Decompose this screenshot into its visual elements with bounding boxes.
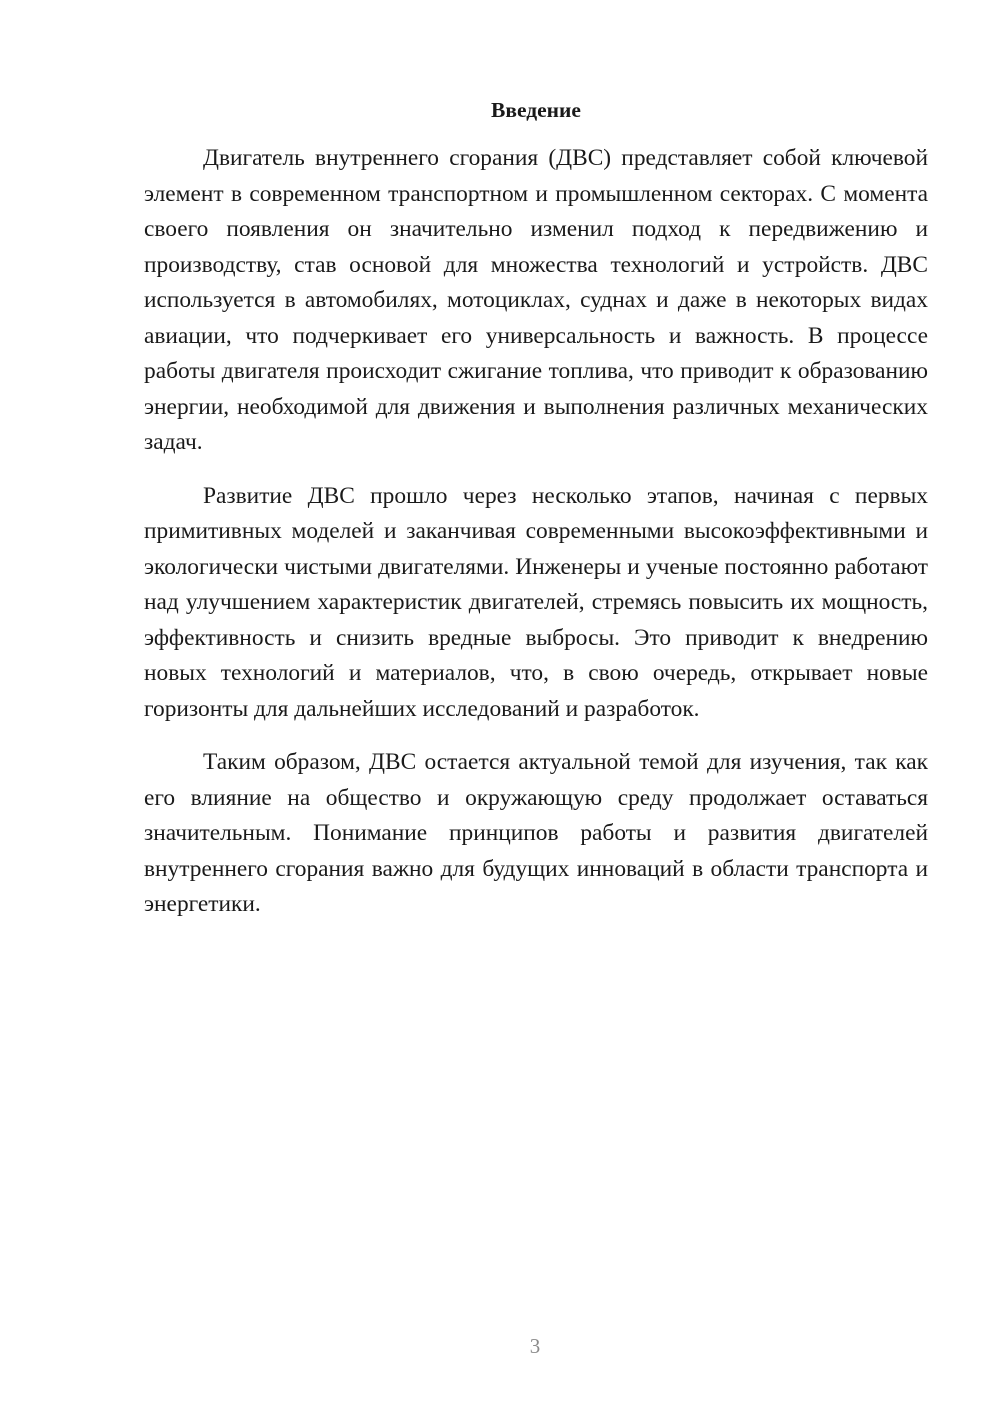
page-content	[144, 95, 928, 923]
paragraph-3: Таким образом, ДВС остается актуальной темой для изучения, так как его влияние на общество и окружающую среду продолжает оставаться значительным. Понимание принципов работы и развития двигателей внутреннего сгорания важно для будущих инноваций в области транспорта и энергетики.	[144, 749, 928, 917]
paragraph-2: Развитие ДВС прошло через несколько этапов, начиная с первых примитивных моделей и заканчивая современными высокоэффективными и экологически чистыми двигателями. Инженеры и ученые постоянно работают над улучшением характеристик двигателей, стремясь повысить их мощность, эффективность и снизить вредные выбросы. Это приводит к внедрению новых технологий и материалов, что, в свою очередь, открывает новые горизонты для дальнейших исследований и разработок.	[144, 482, 928, 722]
page-number: 3	[529, 1334, 541, 1358]
paragraph-1: Двигатель внутреннего сгорания (ДВС) представляет собой ключевой элемент в современном транспортном и промышленном секторах. С момента своего появления он значительно изменил подход к передвижению и производству, став основой для множества технологий и устройств. ДВС используется в автомобилях, мотоциклах, суднах и даже в некоторых видах авиации, что подчеркивает его универсальность и важность. В процессе работы двигателя происходит сжигание топлива, что приводит к образованию энергии, необходимой для движения и выполнения различных механических задач.	[144, 145, 928, 455]
section-heading: Введение	[491, 98, 581, 122]
